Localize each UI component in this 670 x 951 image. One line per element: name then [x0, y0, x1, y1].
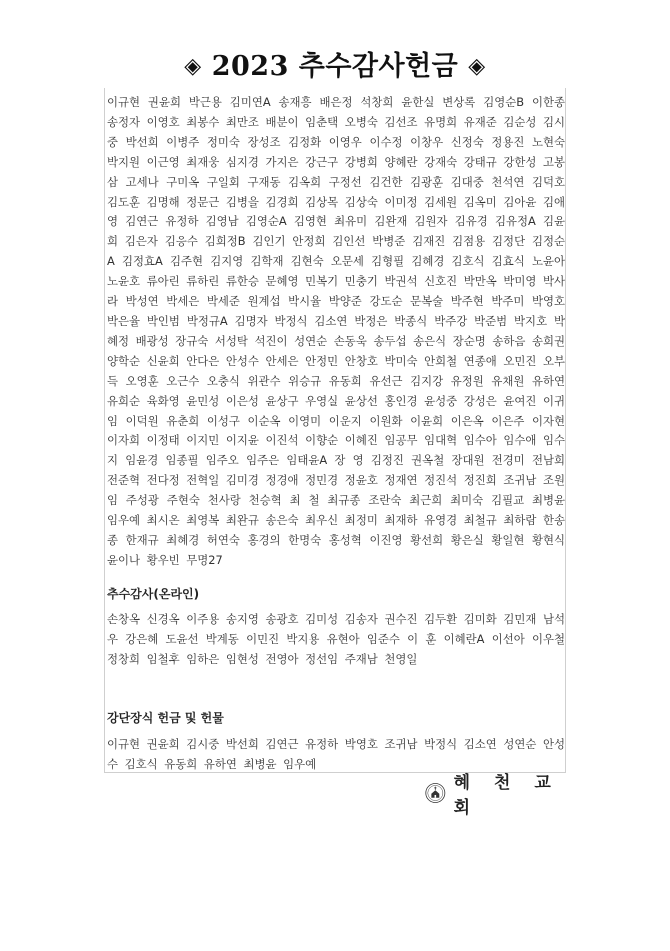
title-text: 2023 추수감사헌금: [211, 51, 459, 82]
online-section-heading: 추수감사(온라인): [107, 587, 200, 601]
online-donor-list: 손창옥 신경옥 이주용 송지영 송광호 김미성 김송자 권수진 김두환 김미화 김민재 남석우 강은혜 도윤선 박계동 이민진 박지용 유현아 임준수 이 훈 이혜란A 이선아 이우철 정창희 임철후 임하은 임현성 전영아 정선임 주재남 천영일: [107, 612, 565, 666]
church-name: 혜 천 교 회: [453, 773, 560, 818]
altar-donor-list: 이규현 권윤희 김시중 박선희 김연근 유정하 박영호 조귀남 박정식 김소연 성연순 안성수 김호식 유동희 유하연 최병윤 임우예: [107, 737, 565, 771]
main-donor-list: 이규현 권윤희 박근용 김미연A 송재흥 배은정 석창희 윤한실 변상록 김영순B 이한종 송정자 이영호 최봉수 최만조 배분이 임춘택 오병숙 김선조 유명희 유재준 김순성 김시중 박선희 이병주 정미숙 장성조 김정화 이영우 이수정 이창우 신정숙 정용진 노현숙 박지원 이근영 최재웅 심지경 가지은 강근구 강병희 양혜란 강재숙 강태규 강한성 고봉삼 고세나 구미옥 구일회 구재동 김옥희 구정선 김건한 김광훈 김대중 천석연 김덕호 김도훈 김명해 정문근 김병을 김경희 김상목 김상숙 이미정 김세원 김옥미 김아윤 김애영 김연근 유정하 김영남 김영순A 김영현 최유미 김완재 김원자 김유경 김유정A 김윤희 김은자 김응수 김희정B 김인기 안정희 김인선 박병준 김재진 김점용 김정단 김정순A 김정효A 김주현 김지영 김학재 김현숙 오문세 김형필 김혜경 김호식 김효식 노윤아 노윤호 류아린 류하린 류한승 문혜영 민복기 민충기 박권석 신호진 박만옥 박미영 박사라 박성연 박세은 박세준 원계섭 박시율 박양준 강도순 문복술 박주현 박주미 박영호 박은율 박인범 박정규A 김명자 박정식 김소연 박정은 박종식 박주강 박준범 박지호 박혜정 배광성 장규숙 서성탁 석진이 성연순 손동욱 송두섭 송은식 장순명 송하음 송희권 양학순 신윤희 안다은 안성수 안세은 안정민 안창호 박미숙 안희철 연종애 오민진 오부득 오영훈 오근수 오충식 위관수 위승규 유동희 유선근 김지강 유정원 유채원 유하연 유희순 육화영 윤민성 이은성 윤상구 우영실 윤상선 홍인경 윤성중 강성은 윤여진 이귀임 이덕원 유춘희 이성구 이순옥 이영미 이운지 이원화 이윤희 이은옥 이은주 이자현 이자희 이정태 이지민 이지윤 이진석 이향순 이혜진 임공무 임대혁 임수아 임수애 임수지 임윤경 임종필 임주오 임주은 임태윤A 장 영 김정진 권옥철 장대원 전경미 전남희 전준혁 전다정 전혁일 김미경 정경애 정민경 정윤호 정재연 정진석 정진희 조귀남 조원임 주성광 주현숙 천사랑 천승혁 최 철 최규종 조란숙 최근희 최미숙 김필교 최병윤 임우예 최시온 최영복 최완규 송은숙 최우신 최정미 최재하 유영경 최철규 최하람 한송종 한재규 최혜경 허연숙 홍경의 한명숙 홍성혁 이진영 황선희 황은실 황일현 황현식 윤이나 황우빈 무명27: [107, 95, 565, 567]
page-title: [0, 44, 670, 83]
diamond-icon: ◈: [184, 53, 202, 79]
altar-section-heading: 강단장식 헌금 및 헌물: [107, 711, 224, 725]
church-emblem-icon: [425, 780, 446, 806]
donor-list-box: [104, 88, 566, 773]
church-footer: [425, 773, 570, 818]
diamond-icon: ◈: [468, 53, 486, 79]
